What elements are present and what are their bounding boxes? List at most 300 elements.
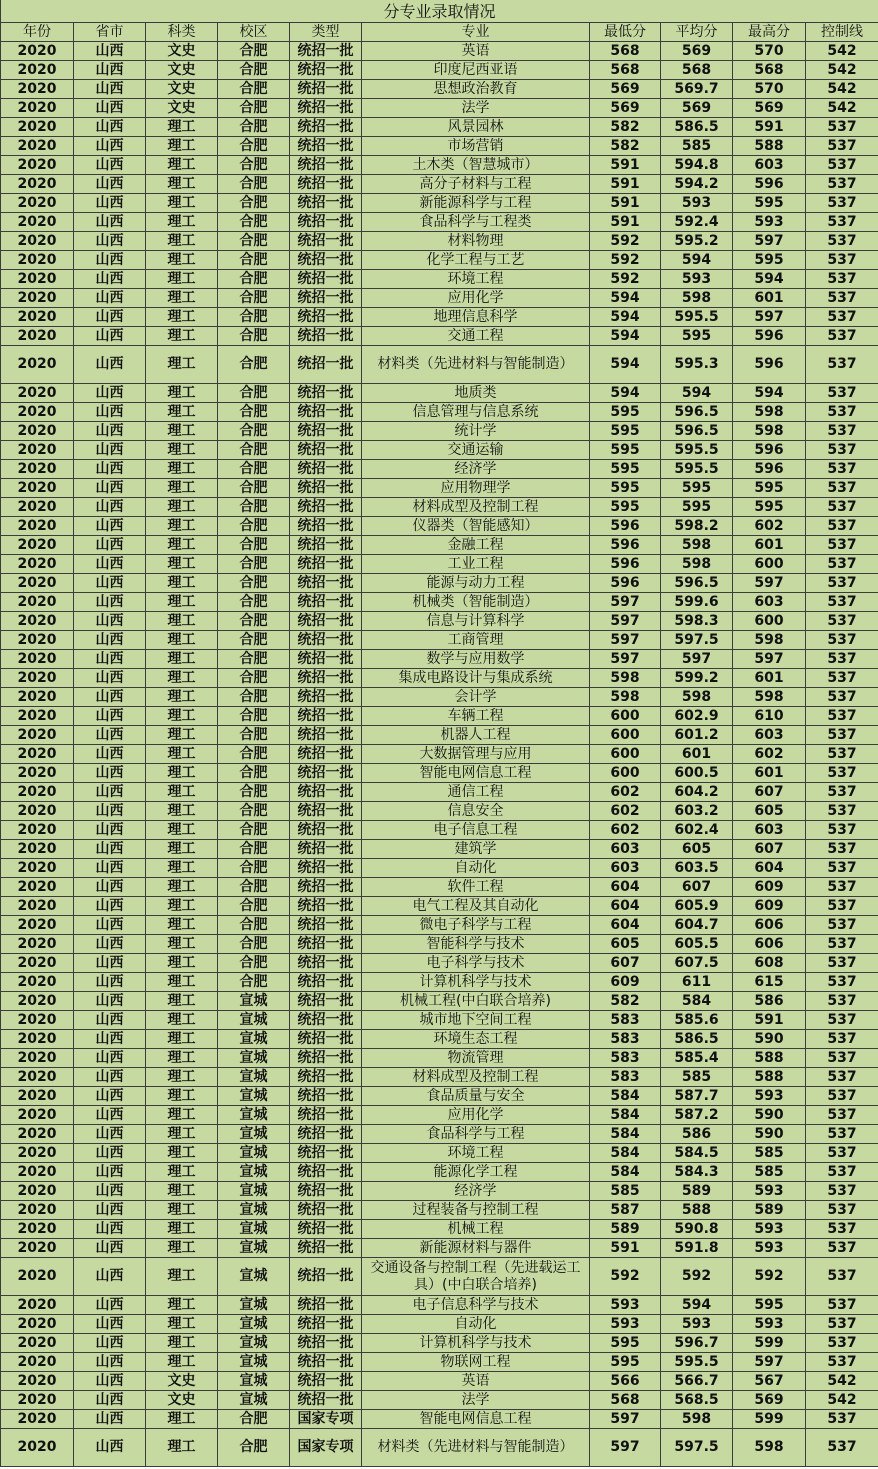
cell-year: 2020 bbox=[1, 935, 74, 954]
cell-campus: 合肥 bbox=[218, 764, 290, 783]
cell-min-score: 596 bbox=[590, 517, 661, 536]
cell-year: 2020 bbox=[1, 1087, 74, 1106]
cell-max-score: 597 bbox=[733, 1353, 806, 1372]
cell-major: 应用化学 bbox=[362, 289, 590, 308]
cell-min-score: 595 bbox=[590, 460, 661, 479]
cell-major: 风景园林 bbox=[362, 118, 590, 137]
cell-campus: 宣城 bbox=[218, 1049, 290, 1068]
table-row bbox=[1, 194, 878, 213]
cell-avg-score: 585 bbox=[661, 137, 733, 156]
cell-min-score: 603 bbox=[590, 859, 661, 878]
cell-campus: 合肥 bbox=[218, 422, 290, 441]
cell-year: 2020 bbox=[1, 593, 74, 612]
cell-type: 统招一批 bbox=[290, 1296, 362, 1315]
header-campus: 校区 bbox=[218, 23, 290, 42]
cell-control-line: 537 bbox=[806, 935, 878, 954]
table-row bbox=[1, 1334, 878, 1353]
cell-min-score: 600 bbox=[590, 726, 661, 745]
cell-min-score: 591 bbox=[590, 194, 661, 213]
cell-year: 2020 bbox=[1, 61, 74, 80]
cell-campus: 合肥 bbox=[218, 783, 290, 802]
cell-max-score: 606 bbox=[733, 916, 806, 935]
cell-avg-score: 593 bbox=[661, 270, 733, 289]
cell-campus: 合肥 bbox=[218, 859, 290, 878]
cell-category: 理工 bbox=[146, 422, 218, 441]
cell-min-score: 591 bbox=[590, 175, 661, 194]
table-row bbox=[1, 327, 878, 346]
cell-campus: 宣城 bbox=[218, 1106, 290, 1125]
table-row bbox=[1, 99, 878, 118]
cell-type: 统招一批 bbox=[290, 1353, 362, 1372]
header-control-line: 控制线 bbox=[806, 23, 878, 42]
cell-campus: 合肥 bbox=[218, 954, 290, 973]
cell-campus: 合肥 bbox=[218, 498, 290, 517]
table-row bbox=[1, 707, 878, 726]
cell-control-line: 537 bbox=[806, 1334, 878, 1353]
table-header-row bbox=[1, 23, 878, 42]
cell-avg-score: 584.3 bbox=[661, 1163, 733, 1182]
cell-province: 山西 bbox=[74, 1030, 146, 1049]
cell-major: 信息安全 bbox=[362, 802, 590, 821]
cell-avg-score: 594.2 bbox=[661, 175, 733, 194]
cell-control-line: 537 bbox=[806, 327, 878, 346]
cell-max-score: 608 bbox=[733, 954, 806, 973]
cell-control-line: 542 bbox=[806, 99, 878, 118]
cell-major: 新能源科学与工程 bbox=[362, 194, 590, 213]
cell-avg-score: 595.5 bbox=[661, 460, 733, 479]
cell-max-score: 568 bbox=[733, 61, 806, 80]
cell-type: 统招一批 bbox=[290, 175, 362, 194]
cell-type: 统招一批 bbox=[290, 726, 362, 745]
cell-max-score: 567 bbox=[733, 1372, 806, 1391]
cell-type: 统招一批 bbox=[290, 479, 362, 498]
cell-year: 2020 bbox=[1, 726, 74, 745]
cell-min-score: 594 bbox=[590, 384, 661, 403]
cell-province: 山西 bbox=[74, 61, 146, 80]
table-row bbox=[1, 1410, 878, 1429]
cell-year: 2020 bbox=[1, 1429, 74, 1467]
table-row bbox=[1, 232, 878, 251]
cell-category: 理工 bbox=[146, 517, 218, 536]
cell-max-score: 590 bbox=[733, 1125, 806, 1144]
table-row bbox=[1, 270, 878, 289]
cell-avg-score: 604.2 bbox=[661, 783, 733, 802]
cell-category: 理工 bbox=[146, 973, 218, 992]
cell-control-line: 542 bbox=[806, 80, 878, 99]
cell-avg-score: 588 bbox=[661, 1201, 733, 1220]
cell-province: 山西 bbox=[74, 1391, 146, 1410]
cell-max-score: 595 bbox=[733, 1296, 806, 1315]
cell-control-line: 537 bbox=[806, 707, 878, 726]
cell-province: 山西 bbox=[74, 669, 146, 688]
cell-max-score: 593 bbox=[733, 1182, 806, 1201]
cell-year: 2020 bbox=[1, 1334, 74, 1353]
cell-control-line: 537 bbox=[806, 346, 878, 384]
cell-max-score: 610 bbox=[733, 707, 806, 726]
cell-major: 交通设备与控制工程（先进载运工具）(中白联合培养) bbox=[362, 1258, 590, 1296]
cell-max-score: 590 bbox=[733, 1030, 806, 1049]
cell-year: 2020 bbox=[1, 612, 74, 631]
cell-year: 2020 bbox=[1, 669, 74, 688]
cell-avg-score: 569.7 bbox=[661, 80, 733, 99]
table-row bbox=[1, 1125, 878, 1144]
cell-type: 统招一批 bbox=[290, 536, 362, 555]
cell-control-line: 537 bbox=[806, 783, 878, 802]
cell-campus: 合肥 bbox=[218, 232, 290, 251]
cell-max-score: 586 bbox=[733, 992, 806, 1011]
table-row bbox=[1, 1049, 878, 1068]
cell-avg-score: 602.9 bbox=[661, 707, 733, 726]
cell-category: 理工 bbox=[146, 783, 218, 802]
cell-control-line: 542 bbox=[806, 1391, 878, 1410]
cell-max-score: 593 bbox=[733, 1315, 806, 1334]
cell-avg-score: 605.9 bbox=[661, 897, 733, 916]
cell-province: 山西 bbox=[74, 1353, 146, 1372]
cell-avg-score: 590.8 bbox=[661, 1220, 733, 1239]
cell-avg-score: 593 bbox=[661, 194, 733, 213]
cell-category: 理工 bbox=[146, 327, 218, 346]
cell-year: 2020 bbox=[1, 251, 74, 270]
cell-control-line: 537 bbox=[806, 878, 878, 897]
cell-campus: 合肥 bbox=[218, 935, 290, 954]
cell-province: 山西 bbox=[74, 555, 146, 574]
cell-year: 2020 bbox=[1, 498, 74, 517]
table-row bbox=[1, 1011, 878, 1030]
cell-control-line: 537 bbox=[806, 688, 878, 707]
cell-province: 山西 bbox=[74, 1144, 146, 1163]
cell-major: 电子信息工程 bbox=[362, 821, 590, 840]
cell-avg-score: 586.5 bbox=[661, 118, 733, 137]
cell-major: 统计学 bbox=[362, 422, 590, 441]
cell-campus: 宣城 bbox=[218, 1372, 290, 1391]
cell-control-line: 537 bbox=[806, 897, 878, 916]
cell-category: 理工 bbox=[146, 460, 218, 479]
table-row bbox=[1, 1391, 878, 1410]
cell-avg-score: 599.6 bbox=[661, 593, 733, 612]
cell-min-score: 602 bbox=[590, 783, 661, 802]
cell-avg-score: 594 bbox=[661, 1296, 733, 1315]
cell-max-score: 596 bbox=[733, 175, 806, 194]
cell-category: 理工 bbox=[146, 175, 218, 194]
cell-category: 文史 bbox=[146, 1372, 218, 1391]
cell-category: 理工 bbox=[146, 1258, 218, 1296]
cell-category: 理工 bbox=[146, 726, 218, 745]
table-row bbox=[1, 536, 878, 555]
cell-province: 山西 bbox=[74, 194, 146, 213]
cell-category: 理工 bbox=[146, 156, 218, 175]
cell-type: 统招一批 bbox=[290, 859, 362, 878]
table-row bbox=[1, 1353, 878, 1372]
cell-max-score: 606 bbox=[733, 935, 806, 954]
cell-campus: 合肥 bbox=[218, 479, 290, 498]
cell-type: 统招一批 bbox=[290, 1030, 362, 1049]
cell-max-score: 597 bbox=[733, 574, 806, 593]
cell-year: 2020 bbox=[1, 1106, 74, 1125]
cell-control-line: 537 bbox=[806, 118, 878, 137]
cell-avg-score: 595 bbox=[661, 498, 733, 517]
cell-campus: 合肥 bbox=[218, 536, 290, 555]
cell-province: 山西 bbox=[74, 80, 146, 99]
cell-min-score: 589 bbox=[590, 1220, 661, 1239]
cell-major: 应用化学 bbox=[362, 1106, 590, 1125]
cell-major: 能源与动力工程 bbox=[362, 574, 590, 593]
cell-avg-score: 587.2 bbox=[661, 1106, 733, 1125]
cell-major: 机械工程 bbox=[362, 1220, 590, 1239]
cell-year: 2020 bbox=[1, 1163, 74, 1182]
cell-major: 高分子材料与工程 bbox=[362, 175, 590, 194]
cell-category: 理工 bbox=[146, 1429, 218, 1467]
cell-major: 环境生态工程 bbox=[362, 1030, 590, 1049]
cell-max-score: 598 bbox=[733, 403, 806, 422]
cell-max-score: 570 bbox=[733, 42, 806, 61]
cell-avg-score: 598 bbox=[661, 555, 733, 574]
table-row bbox=[1, 631, 878, 650]
cell-category: 理工 bbox=[146, 707, 218, 726]
cell-year: 2020 bbox=[1, 536, 74, 555]
cell-province: 山西 bbox=[74, 726, 146, 745]
cell-min-score: 596 bbox=[590, 574, 661, 593]
cell-max-score: 603 bbox=[733, 726, 806, 745]
cell-max-score: 603 bbox=[733, 821, 806, 840]
cell-major: 材料成型及控制工程 bbox=[362, 498, 590, 517]
cell-major: 地质类 bbox=[362, 384, 590, 403]
cell-year: 2020 bbox=[1, 1315, 74, 1334]
cell-avg-score: 598 bbox=[661, 688, 733, 707]
cell-control-line: 537 bbox=[806, 1030, 878, 1049]
cell-campus: 合肥 bbox=[218, 175, 290, 194]
cell-year: 2020 bbox=[1, 764, 74, 783]
cell-min-score: 595 bbox=[590, 403, 661, 422]
cell-type: 统招一批 bbox=[290, 631, 362, 650]
cell-year: 2020 bbox=[1, 1353, 74, 1372]
cell-campus: 合肥 bbox=[218, 213, 290, 232]
cell-control-line: 537 bbox=[806, 1296, 878, 1315]
cell-year: 2020 bbox=[1, 1125, 74, 1144]
cell-year: 2020 bbox=[1, 384, 74, 403]
cell-min-score: 597 bbox=[590, 612, 661, 631]
cell-major: 工商管理 bbox=[362, 631, 590, 650]
cell-min-score: 566 bbox=[590, 1372, 661, 1391]
cell-control-line: 537 bbox=[806, 213, 878, 232]
table-row bbox=[1, 935, 878, 954]
cell-type: 统招一批 bbox=[290, 1315, 362, 1334]
cell-category: 理工 bbox=[146, 1030, 218, 1049]
cell-avg-score: 604.7 bbox=[661, 916, 733, 935]
cell-campus: 合肥 bbox=[218, 612, 290, 631]
cell-campus: 宣城 bbox=[218, 1258, 290, 1296]
cell-year: 2020 bbox=[1, 1182, 74, 1201]
cell-min-score: 591 bbox=[590, 1239, 661, 1258]
cell-major: 仪器类（智能感知） bbox=[362, 517, 590, 536]
cell-campus: 合肥 bbox=[218, 650, 290, 669]
cell-province: 山西 bbox=[74, 1429, 146, 1467]
cell-max-score: 600 bbox=[733, 612, 806, 631]
cell-year: 2020 bbox=[1, 555, 74, 574]
cell-min-score: 584 bbox=[590, 1106, 661, 1125]
cell-control-line: 537 bbox=[806, 1410, 878, 1429]
table-row bbox=[1, 118, 878, 137]
table-row bbox=[1, 1429, 878, 1467]
cell-major: 交通工程 bbox=[362, 327, 590, 346]
cell-min-score: 597 bbox=[590, 631, 661, 650]
cell-control-line: 537 bbox=[806, 612, 878, 631]
cell-category: 理工 bbox=[146, 346, 218, 384]
table-row bbox=[1, 308, 878, 327]
header-max-score: 最高分 bbox=[733, 23, 806, 42]
cell-control-line: 537 bbox=[806, 251, 878, 270]
cell-campus: 宣城 bbox=[218, 1125, 290, 1144]
cell-province: 山西 bbox=[74, 536, 146, 555]
table-row bbox=[1, 840, 878, 859]
cell-year: 2020 bbox=[1, 308, 74, 327]
cell-category: 文史 bbox=[146, 99, 218, 118]
cell-category: 理工 bbox=[146, 1296, 218, 1315]
cell-major: 应用物理学 bbox=[362, 479, 590, 498]
table-row bbox=[1, 783, 878, 802]
cell-max-score: 595 bbox=[733, 194, 806, 213]
cell-province: 山西 bbox=[74, 650, 146, 669]
cell-control-line: 537 bbox=[806, 745, 878, 764]
cell-category: 理工 bbox=[146, 1182, 218, 1201]
cell-avg-score: 602.4 bbox=[661, 821, 733, 840]
table-row bbox=[1, 1296, 878, 1315]
cell-province: 山西 bbox=[74, 764, 146, 783]
cell-type: 统招一批 bbox=[290, 1334, 362, 1353]
cell-min-score: 597 bbox=[590, 650, 661, 669]
cell-type: 统招一批 bbox=[290, 327, 362, 346]
cell-max-score: 585 bbox=[733, 1163, 806, 1182]
cell-avg-score: 605.5 bbox=[661, 935, 733, 954]
cell-province: 山西 bbox=[74, 745, 146, 764]
cell-campus: 合肥 bbox=[218, 1429, 290, 1467]
cell-category: 理工 bbox=[146, 232, 218, 251]
cell-avg-score: 611 bbox=[661, 973, 733, 992]
cell-min-score: 603 bbox=[590, 840, 661, 859]
cell-control-line: 537 bbox=[806, 175, 878, 194]
cell-campus: 合肥 bbox=[218, 156, 290, 175]
cell-max-score: 605 bbox=[733, 802, 806, 821]
cell-category: 理工 bbox=[146, 574, 218, 593]
cell-type: 统招一批 bbox=[290, 42, 362, 61]
cell-major: 机械工程(中白联合培养) bbox=[362, 992, 590, 1011]
table-row bbox=[1, 1182, 878, 1201]
cell-province: 山西 bbox=[74, 935, 146, 954]
cell-min-score: 582 bbox=[590, 992, 661, 1011]
cell-category: 理工 bbox=[146, 840, 218, 859]
cell-control-line: 542 bbox=[806, 1372, 878, 1391]
cell-min-score: 602 bbox=[590, 821, 661, 840]
cell-province: 山西 bbox=[74, 916, 146, 935]
cell-campus: 宣城 bbox=[218, 1201, 290, 1220]
cell-province: 山西 bbox=[74, 251, 146, 270]
header-min-score: 最低分 bbox=[590, 23, 661, 42]
cell-category: 理工 bbox=[146, 916, 218, 935]
cell-category: 理工 bbox=[146, 1220, 218, 1239]
cell-type: 统招一批 bbox=[290, 555, 362, 574]
cell-control-line: 537 bbox=[806, 1068, 878, 1087]
header-type: 类型 bbox=[290, 23, 362, 42]
cell-min-score: 598 bbox=[590, 669, 661, 688]
cell-control-line: 537 bbox=[806, 1125, 878, 1144]
cell-major: 能源化学工程 bbox=[362, 1163, 590, 1182]
cell-avg-score: 595.3 bbox=[661, 346, 733, 384]
cell-control-line: 537 bbox=[806, 1144, 878, 1163]
cell-type: 统招一批 bbox=[290, 403, 362, 422]
cell-province: 山西 bbox=[74, 1049, 146, 1068]
table-row bbox=[1, 1239, 878, 1258]
cell-province: 山西 bbox=[74, 802, 146, 821]
cell-major: 化学工程与工艺 bbox=[362, 251, 590, 270]
table-row bbox=[1, 346, 878, 384]
cell-avg-score: 593 bbox=[661, 1315, 733, 1334]
cell-province: 山西 bbox=[74, 1220, 146, 1239]
cell-min-score: 600 bbox=[590, 764, 661, 783]
cell-category: 理工 bbox=[146, 1144, 218, 1163]
cell-major: 计算机科学与技术 bbox=[362, 973, 590, 992]
header-major: 专业 bbox=[362, 23, 590, 42]
cell-control-line: 537 bbox=[806, 802, 878, 821]
cell-min-score: 587 bbox=[590, 1201, 661, 1220]
cell-max-score: 598 bbox=[733, 422, 806, 441]
cell-type: 统招一批 bbox=[290, 384, 362, 403]
cell-major: 市场营销 bbox=[362, 137, 590, 156]
cell-min-score: 602 bbox=[590, 802, 661, 821]
cell-min-score: 598 bbox=[590, 688, 661, 707]
cell-category: 理工 bbox=[146, 612, 218, 631]
table-row bbox=[1, 802, 878, 821]
cell-campus: 合肥 bbox=[218, 517, 290, 536]
cell-year: 2020 bbox=[1, 441, 74, 460]
cell-control-line: 537 bbox=[806, 840, 878, 859]
cell-control-line: 537 bbox=[806, 232, 878, 251]
cell-min-score: 585 bbox=[590, 1182, 661, 1201]
cell-max-score: 607 bbox=[733, 783, 806, 802]
cell-type: 统招一批 bbox=[290, 973, 362, 992]
cell-type: 统招一批 bbox=[290, 1011, 362, 1030]
cell-province: 山西 bbox=[74, 878, 146, 897]
cell-major: 城市地下空间工程 bbox=[362, 1011, 590, 1030]
table-row bbox=[1, 1163, 878, 1182]
cell-min-score: 594 bbox=[590, 289, 661, 308]
cell-type: 统招一批 bbox=[290, 574, 362, 593]
cell-avg-score: 592 bbox=[661, 1258, 733, 1296]
cell-control-line: 537 bbox=[806, 1087, 878, 1106]
cell-campus: 合肥 bbox=[218, 688, 290, 707]
cell-province: 山西 bbox=[74, 308, 146, 327]
cell-control-line: 537 bbox=[806, 498, 878, 517]
cell-min-score: 594 bbox=[590, 327, 661, 346]
cell-type: 统招一批 bbox=[290, 916, 362, 935]
cell-min-score: 584 bbox=[590, 1087, 661, 1106]
cell-max-score: 602 bbox=[733, 745, 806, 764]
cell-category: 理工 bbox=[146, 992, 218, 1011]
cell-type: 国家专项 bbox=[290, 1410, 362, 1429]
cell-province: 山西 bbox=[74, 1201, 146, 1220]
cell-year: 2020 bbox=[1, 270, 74, 289]
cell-type: 统招一批 bbox=[290, 1372, 362, 1391]
table-row bbox=[1, 61, 878, 80]
cell-major: 车辆工程 bbox=[362, 707, 590, 726]
cell-min-score: 595 bbox=[590, 441, 661, 460]
cell-control-line: 537 bbox=[806, 536, 878, 555]
cell-control-line: 537 bbox=[806, 289, 878, 308]
cell-control-line: 537 bbox=[806, 859, 878, 878]
cell-province: 山西 bbox=[74, 1315, 146, 1334]
cell-min-score: 584 bbox=[590, 1163, 661, 1182]
cell-avg-score: 599.2 bbox=[661, 669, 733, 688]
cell-control-line: 537 bbox=[806, 954, 878, 973]
cell-category: 理工 bbox=[146, 935, 218, 954]
